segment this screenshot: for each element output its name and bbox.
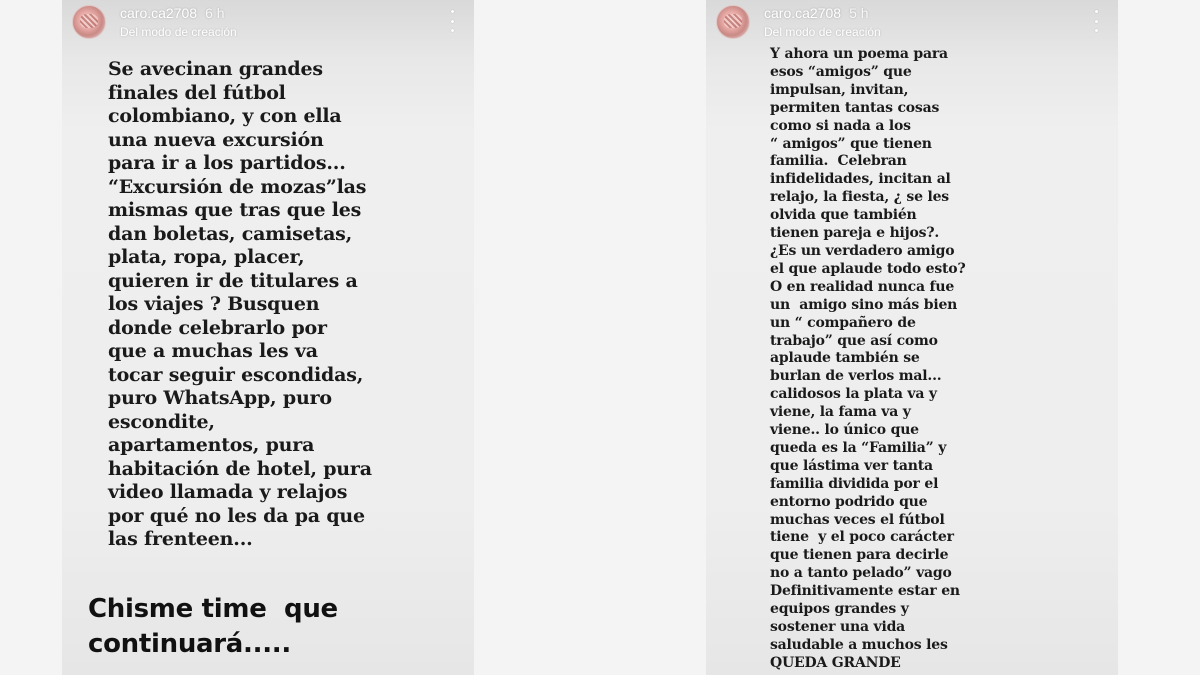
menu-dot <box>451 29 454 32</box>
username-text[interactable]: caro.ca2708 <box>120 5 198 21</box>
menu-dot <box>1095 10 1098 13</box>
menu-dot <box>1095 29 1098 32</box>
creation-mode-label: Del modo de creación <box>120 25 237 39</box>
more-vertical-icon[interactable] <box>446 10 458 32</box>
avatar[interactable] <box>716 5 750 39</box>
username-label[interactable] <box>764 5 869 21</box>
more-vertical-icon[interactable] <box>1090 10 1102 32</box>
creation-mode-label: Del modo de creación <box>764 25 881 39</box>
story-body-text: Se avecinan grandes finales del fútbol colombiano, y con ella una nueva excursión para ir a los partidos... “Excursión de mozas”las mismas que tras que les dan boletas, camisetas, plata, ropa, placer, quieren ir de titulares a los viajes ? Busquen donde celebrarlo por que a muchas les va tocar seguir escondidas, puro WhatsApp, puro escondite, apartamentos, pura habitación de hotel, pura video llamada y relajos por qué no les da pa que las frenteen... <box>108 58 372 550</box>
story-header <box>706 0 1118 48</box>
story-panel-right[interactable] <box>706 0 1118 675</box>
time-label: 5 h <box>849 5 869 21</box>
username-label[interactable] <box>120 5 225 21</box>
story-body-text: Y ahora un poema para esos “amigos” que impulsan, invitan, permiten tantas cosas como si nada a los “ amigos” que tienen familia. Celebran infidelidades, incitan al relajo, la fiesta, ¿ se les olvida que también tienen pareja e hijos?. ¿Es un verdadero amigo el que aplaude todo esto? O en realidad nunca fue un amigo sino más bien un “ compañero de trabajo” que así como aplaude también se burlan de verlos mal... calidosos la plata va y viene, la fama va y viene.. lo único que queda es la “Familia” y que lástima ver tanta familia dividida por el entorno podrido que muchas veces el fútbol tiene y el poco carácter que tienen para decirle no a tanto pelado” vago Definitivamente estar en equipos grandes y sostener una vida saludable a muchos les QUEDA GRANDE <box>770 46 966 671</box>
story-panel-left[interactable] <box>62 0 474 675</box>
menu-dot <box>451 10 454 13</box>
time-label: 6 h <box>205 5 225 21</box>
menu-dot <box>1095 20 1098 23</box>
story-header <box>62 0 474 48</box>
story-footer-text: Chisme time que continuará..... <box>88 594 338 659</box>
avatar[interactable] <box>72 5 106 39</box>
menu-dot <box>451 20 454 23</box>
username-text[interactable]: caro.ca2708 <box>764 5 842 21</box>
